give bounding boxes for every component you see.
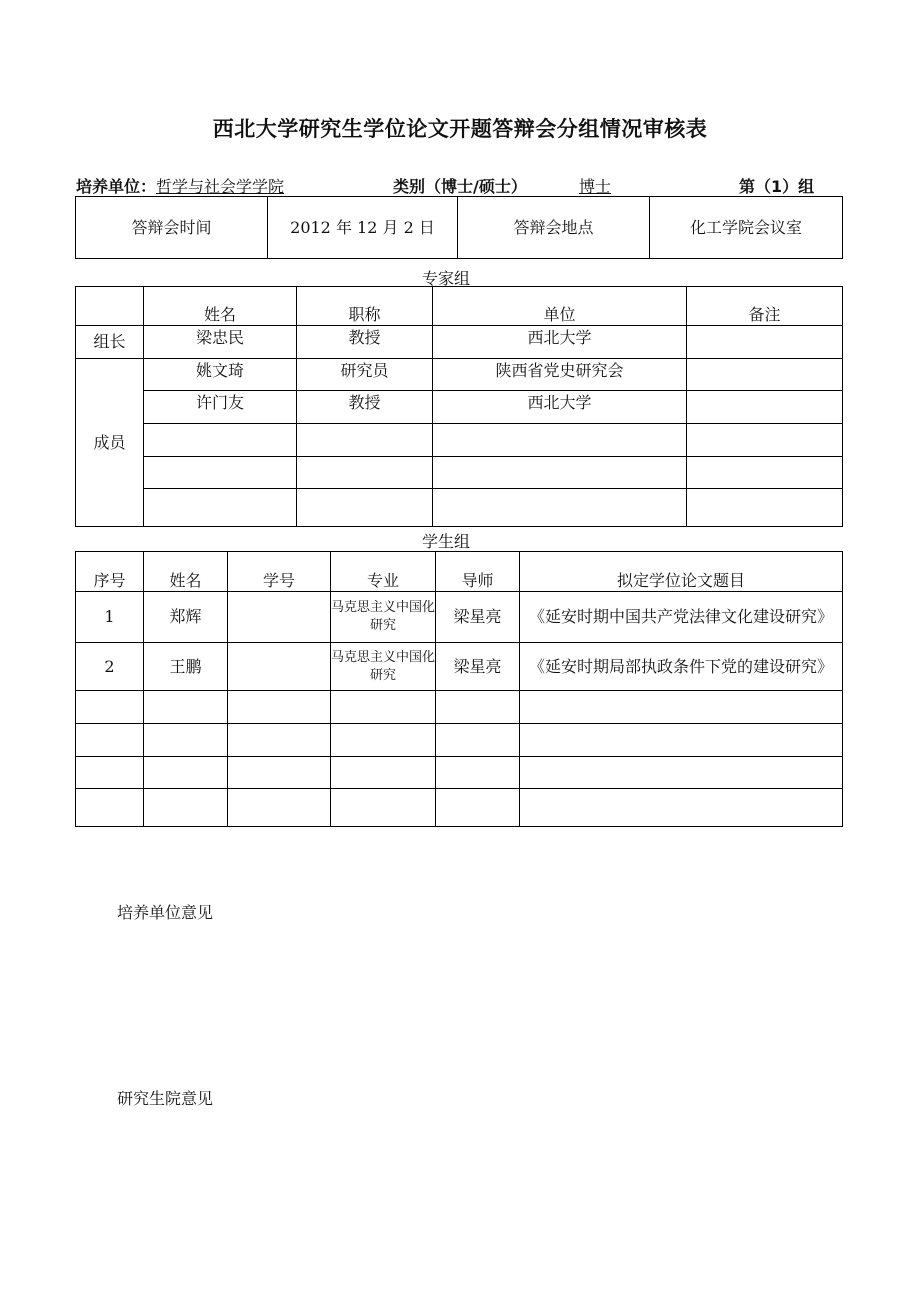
training-unit-value: 哲学与社会学学院	[156, 177, 285, 196]
col-no: 序号	[76, 552, 144, 592]
col-major: 专业	[331, 552, 436, 592]
student-id	[228, 592, 331, 643]
col-title: 职称	[297, 287, 433, 326]
member-title: 研究员	[297, 359, 433, 391]
member-name: 姚文琦	[144, 359, 297, 391]
student-row	[76, 592, 843, 643]
student-advisor: 梁星亮	[436, 592, 520, 643]
col-student-name: 姓名	[144, 552, 228, 592]
student-major: 马克思主义中国化研究	[331, 592, 436, 643]
meeting-info-table	[75, 196, 843, 259]
student-id	[228, 643, 331, 691]
member-note	[687, 359, 843, 391]
page-title: 西北大学研究生学位论文开题答辩会分组情况审核表	[212, 117, 708, 141]
student-empty-row	[76, 789, 843, 827]
expert-leader-row	[76, 326, 843, 359]
meeting-place-label: 答辩会地点	[458, 197, 650, 259]
student-no: 2	[76, 643, 144, 691]
leader-title: 教授	[297, 326, 433, 359]
meeting-time-label: 答辩会时间	[76, 197, 268, 259]
meeting-place-value: 化工学院会议室	[650, 197, 843, 259]
student-header-row	[76, 552, 843, 592]
col-advisor: 导师	[436, 552, 520, 592]
student-advisor: 梁星亮	[436, 643, 520, 691]
student-empty-row	[76, 757, 843, 789]
col-thesis: 拟定学位论文题目	[520, 552, 843, 592]
leader-name: 梁忠民	[144, 326, 297, 359]
graduate-school-opinion-label: 研究生院意见	[117, 1089, 214, 1108]
unit-opinion-label: 培养单位意见	[117, 903, 214, 922]
student-thesis: 《延安时期局部执政条件下党的建设研究》	[520, 643, 843, 691]
expert-member-row	[76, 391, 843, 424]
leader-label: 组长	[76, 326, 144, 359]
expert-header-row	[76, 287, 843, 326]
col-unit: 单位	[433, 287, 687, 326]
degree-category-value: 博士	[579, 177, 612, 196]
student-thesis: 《延安时期中国共产党法律文化建设研究》	[520, 592, 843, 643]
leader-note	[687, 326, 843, 359]
meeting-time-value: 2012 年 12 月 2 日	[268, 197, 458, 259]
member-title: 教授	[297, 391, 433, 424]
student-group-heading: 学生组	[421, 532, 470, 551]
expert-empty-row	[76, 424, 843, 457]
student-empty-row	[76, 691, 843, 724]
member-name: 许门友	[144, 391, 297, 424]
member-note	[687, 391, 843, 424]
student-row	[76, 643, 843, 691]
student-table	[75, 551, 843, 827]
training-unit	[76, 174, 284, 197]
expert-table	[75, 286, 843, 527]
leader-unit: 西北大学	[433, 326, 687, 359]
members-label: 成员	[76, 359, 144, 527]
student-major: 马克思主义中国化研究	[331, 643, 436, 691]
col-student-id: 学号	[228, 552, 331, 592]
expert-member-row	[76, 359, 843, 391]
col-name: 姓名	[144, 287, 297, 326]
member-unit: 西北大学	[433, 391, 687, 424]
group-number: 第（1）组	[739, 177, 815, 196]
degree-category-label: 类别（博士/硕士）	[393, 177, 527, 196]
student-name: 王鹏	[144, 643, 228, 691]
col-note: 备注	[687, 287, 843, 326]
expert-group-heading: 专家组	[421, 269, 470, 288]
expert-empty-row	[76, 489, 843, 527]
student-name: 郑辉	[144, 592, 228, 643]
student-no: 1	[76, 592, 144, 643]
student-empty-row	[76, 724, 843, 757]
member-unit: 陕西省党史研究会	[433, 359, 687, 391]
expert-empty-row	[76, 457, 843, 489]
training-unit-label: 培养单位：	[76, 177, 157, 196]
